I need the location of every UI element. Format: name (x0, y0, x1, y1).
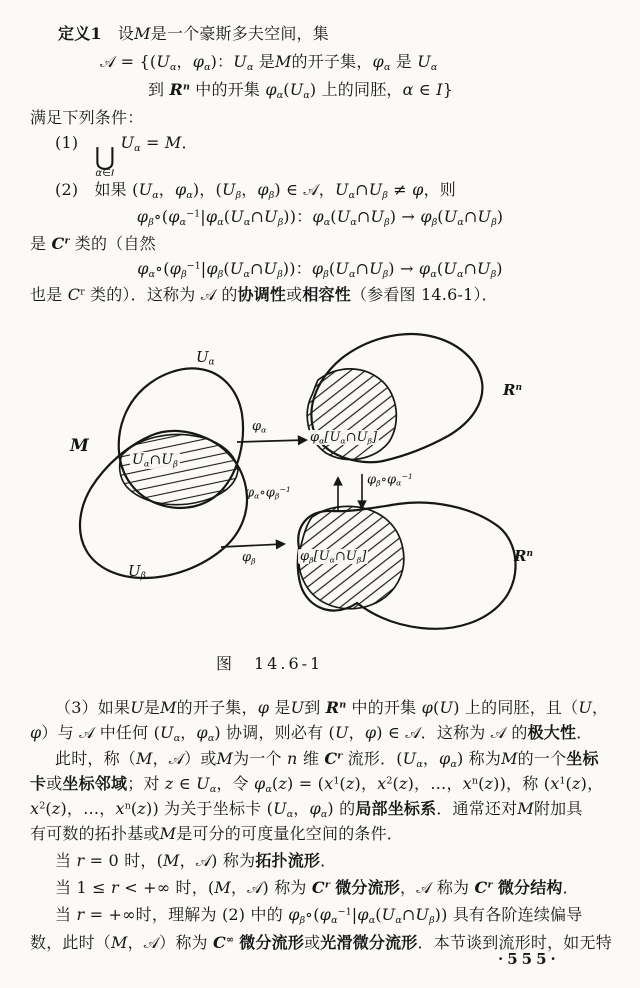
definition-heading-line: 定义1 设M是一个豪斯多夫空间，集 (58, 24, 329, 43)
chart-paragraph-line-1: 此时，称（M，𝒜）或M为一个 n 维 $C^r$ 流形．($U_\alpha$，$\varphi_\alpha$) 称为M的一个坐标 (55, 749, 599, 770)
r-infinity-line-2: 数，此时（M，𝒜）称为 C∞ 微分流形或光滑微分流形．本节谈到流形时，如无特 (30, 933, 612, 952)
condition-2-line: (2) 如果 ($U_\alpha$，$\varphi_\alpha$)，($U_\beta$，$\varphi_\beta$) ∈ 𝒜，$U_\alpha\cap U_\beta \ne \varphi$，则 (55, 180, 456, 201)
atlas-definition-line-1: 𝒜 = {($U_\alpha$，$\varphi_\alpha$)：$U_\alpha$ 是M的开子集，$\varphi_\alpha$ 是 $U_\alpha$ (100, 52, 438, 73)
r-equals-0-line: 当 r = 0 时，(M，𝒜) 称为拓扑流形． (55, 851, 337, 870)
label-u-beta: $U_\beta$ (128, 562, 146, 582)
compatibility-line: 也是 $C^r$ 类的）．这称为 𝒜 的协调性或相容性（参看图 14.6-1）． (30, 285, 498, 304)
chart-paragraph-line-4: 有可数的拓扑基或M是可分的可度量化空间的条件． (30, 824, 404, 843)
r-finite-line: 当 1 ≤ r < +∞ 时，(M，𝒜) 称为 $C^r$ 微分流形，𝒜 称为 $C^r$ 微分结构． (55, 878, 579, 897)
conditions-intro-line: 满足下列条件： (30, 108, 144, 127)
transition-map-formula-1: $\varphi_\beta\circ(\varphi_\alpha^{-1}|\varphi_\alpha(U_\alpha\cap U_\beta))$：$\varphi_\alpha(U_\alpha\cap U_\beta)$ → $\varphi_\beta(U_\alpha\cap U_\beta)$ (136, 207, 504, 228)
condition-1-line: (1) ⋃ α∈I $U_\alpha = M$． (55, 133, 198, 179)
label-phi-alpha-arrow: $\varphi_\alpha$ (252, 419, 267, 435)
label-transition-alpha-beta: $\varphi_\alpha\circ\varphi_\beta^{-1}$ (245, 485, 291, 501)
label-rn-top: $R^n$ (503, 381, 523, 399)
figure-caption: 图 14.6-1 (216, 654, 324, 673)
label-transition-beta-alpha: $\varphi_\beta\circ\varphi_\alpha^{-1}$ (367, 472, 413, 488)
phi-alpha-arrow (237, 440, 306, 442)
chart-paragraph-line-2: 卡或坐标邻域；对 z ∈ $U_\alpha$，令 $\varphi_\alpha(z) = (x^1(z)$，$x^2(z)$，…，$x^n(z)$)，称 ($x^1(z)$， (30, 774, 604, 795)
chart-paragraph-line-3: $x^2(z)$，…，$x^n(z)$) 为关于坐标卡 ($U_\alpha$，$\varphi_\alpha$) 的局部坐标系．通常还对M附加具 (30, 799, 583, 820)
phi-beta-arrow (221, 544, 284, 547)
label-u-intersection: $U_\alpha\cap U_\beta$ (132, 452, 178, 469)
r-infinity-line-1: 当 r = +∞时，理解为 (2) 中的 $\varphi_\beta\circ(\varphi_\alpha^{-1}|\varphi_\alpha(U_\alpha\cap U_\beta))$ 具有各阶连续偏导 (55, 905, 583, 926)
condition-3-line-1: （3）如果U是M的开子集，φ 是U到 $R^n$ 中的开集 φ(U) 上的同胚，且（U， (55, 698, 609, 717)
atlas-definition-line-2: 到 $R^n$ 中的开集 $\varphi_\alpha(U_\alpha)$ 上的同胚，α ∈ I} (148, 80, 454, 101)
cr-class-line: 是 $C^r$ 类的（自然 (30, 234, 156, 253)
label-phi-beta-arrow: $\varphi_\beta$ (242, 550, 256, 566)
transition-map-formula-2: $\varphi_\alpha\circ(\varphi_\beta^{-1}|\varphi_\beta(U_\alpha\cap U_\beta))$：$\varphi_\beta(U_\alpha\cap U_\beta)$ → $\varphi_\alpha(U_\alpha\cap U_\beta)$ (137, 259, 503, 280)
label-phi-beta-image: $\varphi_\beta[U_\alpha\cap U_\beta]$ (300, 549, 367, 565)
page-number: ·555· (498, 950, 560, 968)
phi-alpha-image-hatched (307, 369, 396, 460)
label-u-alpha: $U_\alpha$ (196, 348, 215, 368)
label-phi-alpha-image: $\varphi_\alpha[U_\alpha\cap U_\beta]$ (310, 430, 378, 446)
u-intersection-hatched (120, 434, 238, 504)
label-manifold-m: M (70, 436, 89, 456)
condition-3-line-2: φ）与 𝒜 中任何 ($U_\alpha$，$\varphi_\alpha$) 协调，则必有 (U，φ) ∈ 𝒜．这称为 𝒜 的极大性． (30, 723, 593, 744)
label-rn-bottom: $R^n$ (514, 547, 534, 565)
